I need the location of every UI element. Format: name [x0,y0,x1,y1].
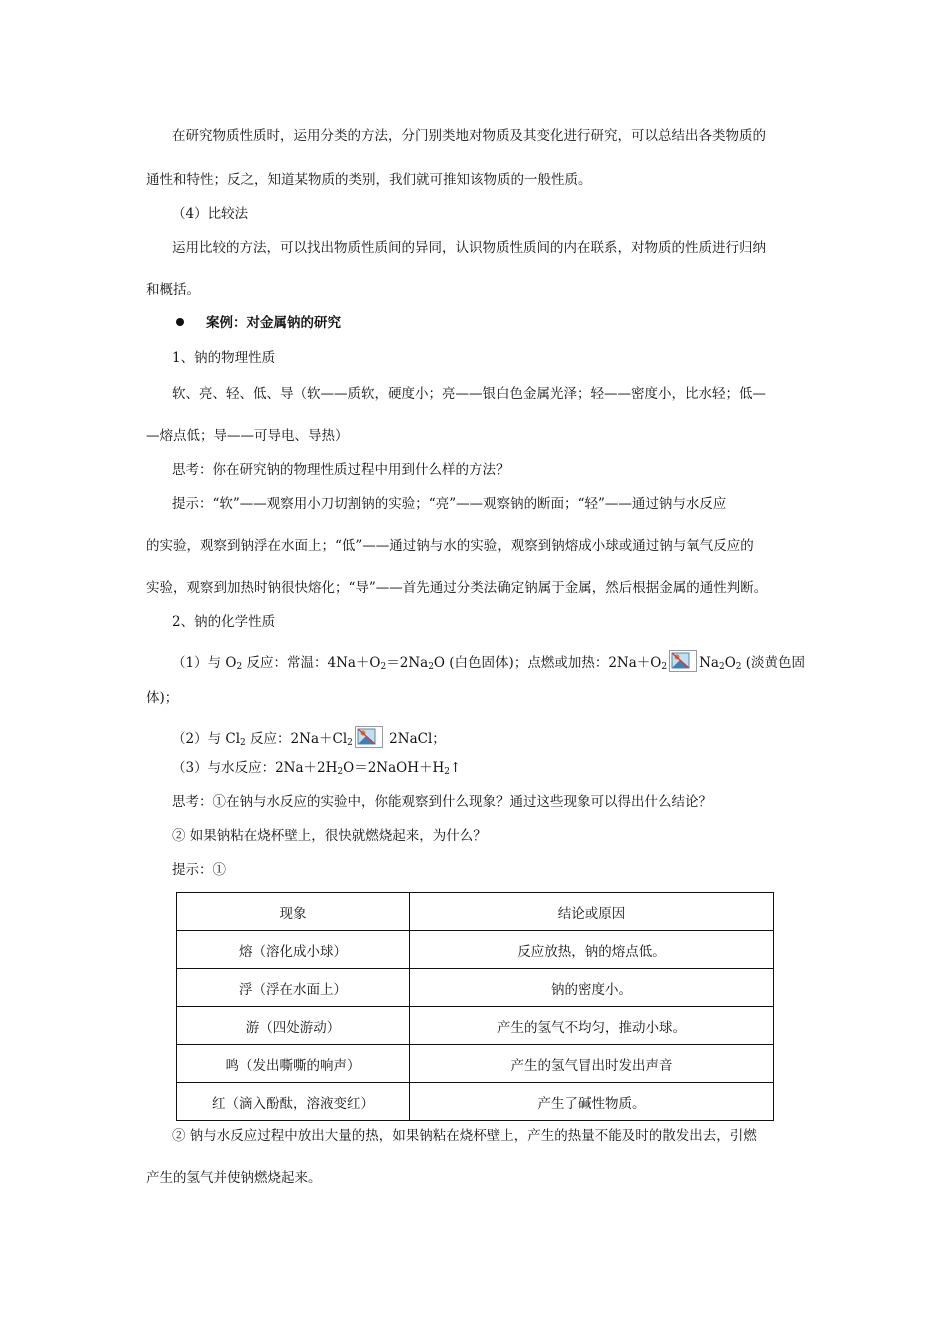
table-row [177,1007,774,1045]
table-row [177,1083,774,1121]
reaction-condition-image-icon [355,726,383,748]
table-cell: 产生的氢气冒出时发出声音 [410,1045,774,1083]
paragraph-line: 和概括。 [146,282,200,298]
reaction-line-1: （1）与 $O_2$ 反应：常温：$4Na+O_2=2Na_2O$ (白色固体)；点燃或加热：$2Na+O_2$ $Na_2O_2$ (淡黄色固 [172,650,805,677]
section-heading: 1、钠的物理性质 [172,350,276,366]
think-question: ② 如果钠粘在烧杯壁上，很快就燃烧起来，为什么？ [172,828,487,844]
paragraph-line: 提示：“软”——观察用小刀切割钠的实验；“亮”——观察钠的断面；“轻”——通过钠与水反应 [172,496,727,512]
table-cell: 产生的氢气不均匀，推动小球。 [410,1007,774,1045]
paragraph-line: —熔点低；导——可导电、导热） [146,428,349,444]
think-question: 思考：①在钠与水反应的实验中，你能观察到什么现象？通过这些现象可以得出什么结论？ [172,794,712,810]
table-cell: 游（四处游动） [177,1007,410,1045]
paragraph-line: 软、亮、轻、低、导（软——质软，硬度小；亮——银白色金属光泽；轻——密度小，比水轻；低— [172,386,766,402]
table-cell: 鸣（发出嘶嘶的响声） [177,1045,410,1083]
table-header-cell: 结论或原因 [410,893,774,931]
table-row [177,931,774,969]
table-row [177,1045,774,1083]
hint-label: 提示：① [172,862,226,878]
paragraph-line: 运用比较的方法，可以找出物质性质间的异同，认识物质性质间的内在联系，对物质的性质进行归纳 [172,240,766,256]
table-header-row [177,893,774,931]
paragraph-line: 通性和特性；反之，知道某物质的类别，我们就可推知该物质的一般性质。 [146,172,592,188]
paragraph-line: 实验，观察到加热时钠很快熔化；“导”——首先通过分类法确定钠属于金属，然后根据金属的通性判断。 [146,580,768,596]
table-header-cell: 现象 [177,893,410,931]
bullet-dot [176,318,184,326]
paragraph-line: 的实验，观察到钠浮在水面上；“低”——通过钠与水的实验，观察到钠熔成小球或通过钠与氧气反应的 [146,538,754,554]
table-cell: 钠的密度小。 [410,969,774,1007]
paragraph-line: 产生的氢气并使钠燃烧起来。 [146,1170,322,1186]
section-heading: 2、钠的化学性质 [172,614,276,630]
paragraph-line: 体)； [146,690,179,706]
reaction-line-2: （2）与 $Cl_2$ 反应：$2Na+Cl_2$ 2NaCl； [172,726,446,753]
reaction-condition-image-icon [669,650,697,672]
think-question: 思考：你在研究钠的物理性质过程中用到什么样的方法？ [172,462,510,478]
reaction-line-3: （3）与水反应：$2Na+2H_2O=2NaOH+H_2↑$ [172,760,462,777]
table-cell: 熔（溶化成小球） [177,931,410,969]
section-heading: （4）比较法 [172,206,249,222]
table-cell: 红（滴入酚酞，溶液变红） [177,1083,410,1121]
table-row [177,969,774,1007]
table-cell: 反应放热，钠的熔点低。 [410,931,774,969]
case-title: 案例：对金属钠的研究 [206,315,341,331]
paragraph-line: ② 钠与水反应过程中放出大量的热，如果钠粘在烧杯壁上，产生的热量不能及时的散发出去，引燃 [172,1128,757,1144]
paragraph-line: 在研究物质性质时，运用分类的方法，分门别类地对物质及其变化进行研究，可以总结出各类物质的 [172,128,766,144]
table-cell: 浮（浮在水面上） [177,969,410,1007]
table-cell: 产生了碱性物质。 [410,1083,774,1121]
phenomenon-table [176,892,774,1121]
